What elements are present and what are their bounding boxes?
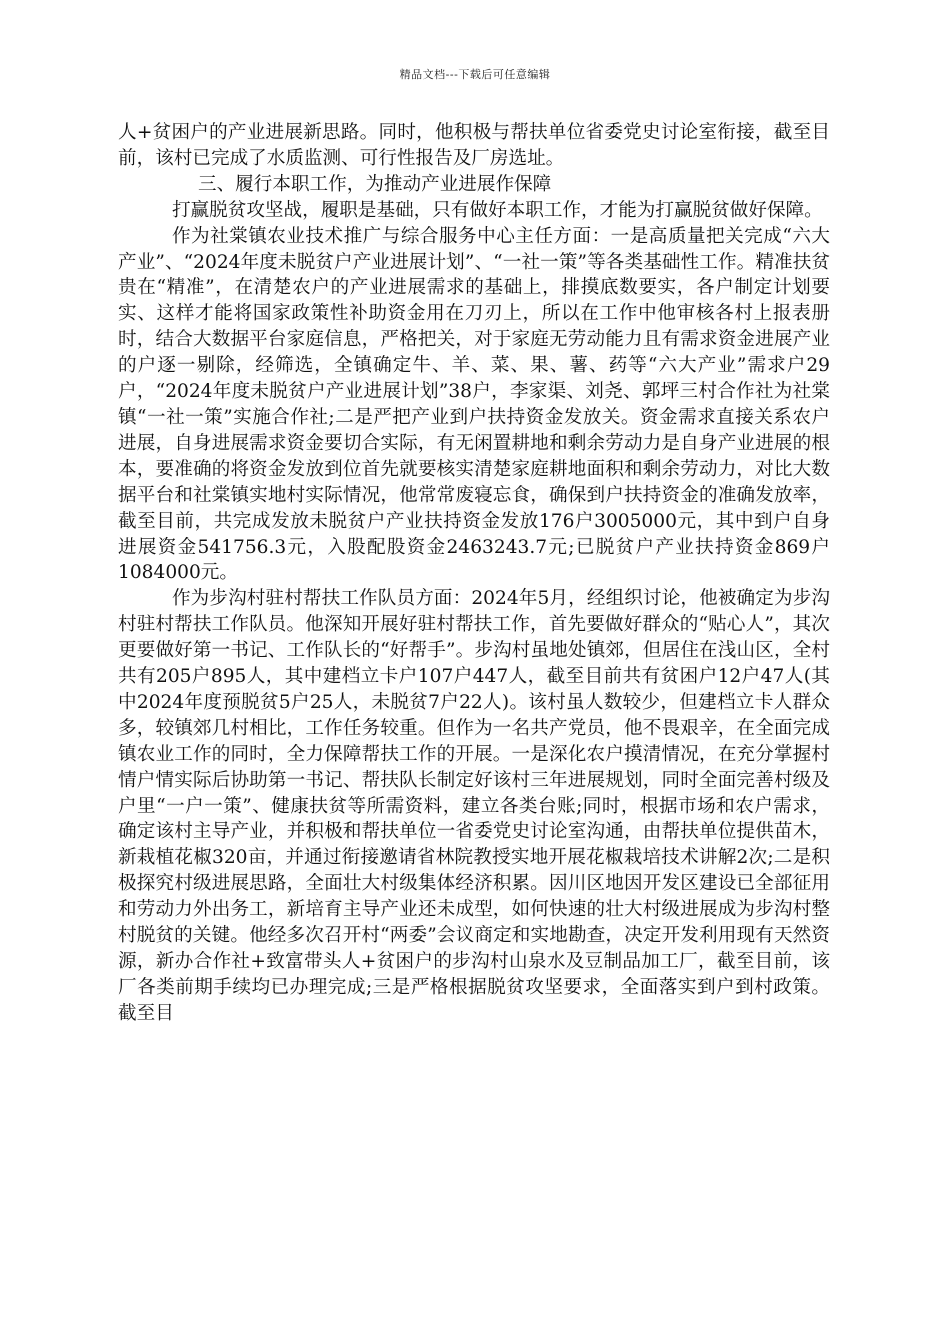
paragraph: 打赢脱贫攻坚战，履职是基础，只有做好本职工作，才能为打赢脱贫做好保障。	[171, 199, 823, 221]
page-header: 精品文档---下载后可任意编辑	[399, 68, 551, 81]
document-body	[118, 120, 830, 1027]
paragraph: 作为步沟村驻村帮扶工作队员方面：2024年5月，经组织讨论，他被确定为步沟村驻村帮扶工作队员。他深知开展好驻村帮扶工作，首先要做好群众的“贴心人”，其次更要做好第一书记、工作队长的“好帮手”。步沟村虽地处镇郊，但居住在浅山区，全村共有205户895人，其中建档立卡户107户447人，截至目前共有贫困户12户47人(其中2024年度预脱贫5户25人，未脱贫7户22人)。该村虽人数较少，但建档立卡人群众多，较镇郊几村相比，工作任务较重。但作为一名共产党员，他不畏艰辛，在全面完成镇农业工作的同时，全力保障帮扶工作的开展。一是深化农户摸清情况，在充分掌握村情户情实际后协助第一书记、帮扶队长制定好该村三年进展规划，同时全面完善村级及户里“一户一策”、健康扶贫等所需资料，建立各类台账;同时，根据市场和农户需求，确定该村主导产业，并积极和帮扶单位一省委党史讨论室沟通，由帮扶单位提供苗木，新栽植花椒320亩，并通过衔接邀请省林院教授实地开展花椒栽培技术讲解2次;二是积极探究村级进展思路，全面壮大村级集体经济积累。因川区地因开发区建设已全部征用和劳动力外出务工，新培育主导产业还未成型，如何快速的壮大村级进展成为步沟村整村脱贫的关键。他经多次召开村“两委”会议商定和实地勘查，决定开发利用现有天然资源，新办合作社+致富带头人+贫困户的步沟村山泉水及豆制品加工厂，截至目前，该厂各类前期手续均已办理完成;三是严格根据脱贫攻坚要求，全面落实到户到村政策。截至目	[118, 588, 830, 1024]
section-heading: 三、履行本职工作，为推动产业进展作保障	[197, 173, 552, 195]
paragraph: 作为社棠镇农业技术推广与综合服务中心主任方面：一是高质量把关完成“六大产业”、“2024年度未脱贫户产业进展计划”、“一社一策”等各类基础性工作。精准扶贫贵在“精准”，在清楚农户的产业进展需求的基础上，排摸底数要实，各户制定计划要实、这样才能将国家政策性补助资金用在刀刃上，所以在工作中他审核各村上报表册时，结合大数据平台家庭信息，严格把关，对于家庭无劳动能力且有需求资金进展产业的户逐一剔除，经筛选，全镇确定牛、羊、菜、果、薯、药等“六大产业”需求户29户，“2024年度未脱贫户产业进展计划”38户，李家渠、刘尧、郭坪三村合作社为社棠镇“一社一策”实施合作社;二是严把产业到户扶持资金发放关。资金需求直接关系农户进展，自身进展需求资金要切合实际，有无闲置耕地和剩余劳动力是自身产业进展的根本，要准确的将资金发放到位首先就要核实清楚家庭耕地面积和剩余劳动力，对比大数据平台和社棠镇实地村实际情况，他常常废寝忘食，确保到户扶持资金的准确发放率，截至目前，共完成发放未脱贫户产业扶持资金发放176户3005000元，其中到户自身进展资金541756.3元，入股配股资金2463243.7元;已脱贫户产业扶持资金869户1084000元。	[118, 225, 830, 584]
paragraph-continuation: 人+贫困户的产业进展新思路。同时，他积极与帮扶单位省委党史讨论室衔接，截至目前，该村已完成了水质监测、可行性报告及厂房选址。	[118, 122, 830, 169]
